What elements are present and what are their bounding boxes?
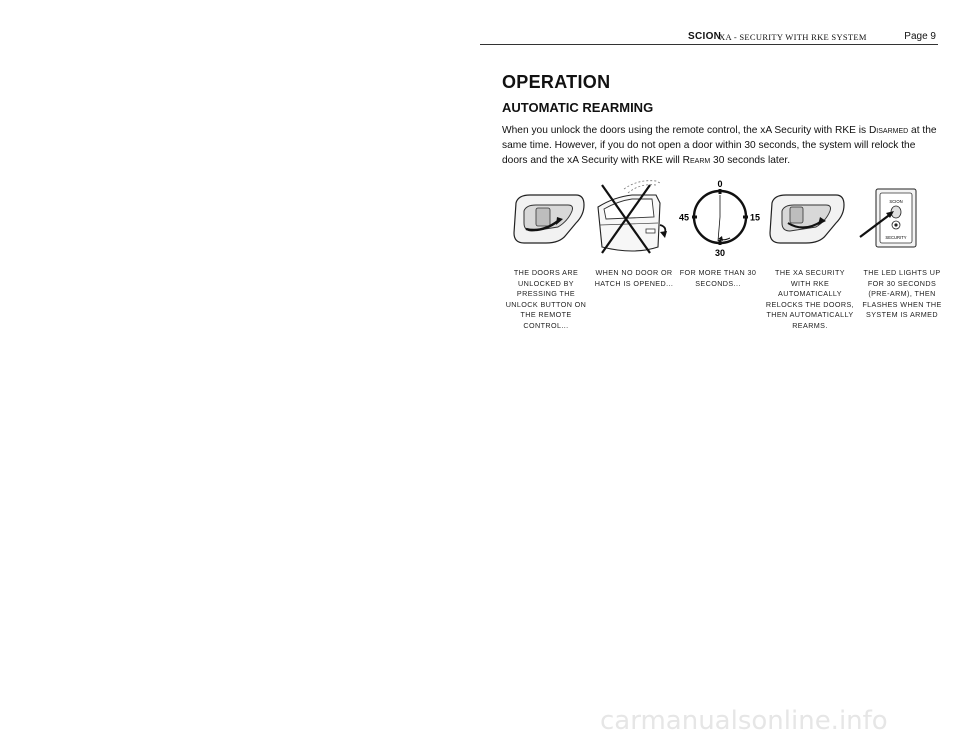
door-handle-unlock-illustration xyxy=(510,193,586,245)
paragraph-part-1: When you unlock the doors using the remote control, the xA Security with RKE is xyxy=(502,125,869,136)
header-brand: SCION xyxy=(688,31,722,42)
paragraph-part-2: at the same time. However, if you do not open a door within 30 seconds, the system will relock the doors and the xA Security with RKE will xyxy=(502,125,937,166)
led-panel-brand: SCION xyxy=(889,199,903,204)
caption-relock: THE XA SECURITY WITH RKE AUTOMATICALLY RELOCKS THE DOORS, THEN AUTOMATICALLY REARMS. xyxy=(765,268,855,330)
car-door-crossed-illustration xyxy=(594,177,672,257)
subsection-title: AUTOMATIC REARMING xyxy=(502,100,654,115)
body-paragraph xyxy=(502,123,942,168)
paragraph-part-3: 30 seconds later. xyxy=(710,155,791,166)
watermark: carmanualsonline.info xyxy=(600,706,888,736)
led-panel-label: SECURITY xyxy=(885,235,907,240)
section-title: OPERATION xyxy=(502,72,611,92)
caption-30-seconds: FOR MORE THAN 30 SECONDS... xyxy=(679,268,757,288)
clock-label-45: 45 xyxy=(679,212,690,223)
caption-led: THE LED LIGHTS UP FOR 30 SECONDS (PRE-ARM), THEN FLASHES WHEN THE SYSTEM IS ARMED xyxy=(862,268,942,319)
page-header xyxy=(480,30,938,45)
header-subtitle: XA - SECURITY WITH RKE SYSTEM xyxy=(719,32,867,42)
clock-label-0: 0 xyxy=(717,179,723,189)
disarmed-term: Disarmed xyxy=(868,125,909,136)
door-handle-relock-illustration xyxy=(766,193,846,245)
header-page-number: Page 9 xyxy=(904,31,936,42)
clock-label-30: 30 xyxy=(714,248,726,258)
led-panel-illustration xyxy=(856,187,930,251)
clock-label-15: 15 xyxy=(750,212,761,223)
timer-clock-illustration xyxy=(678,177,762,263)
illustration-row xyxy=(500,175,940,265)
caption-no-door: WHEN NO DOOR OR HATCH IS OPENED... xyxy=(594,268,674,288)
rearm-term: Rearm xyxy=(682,155,711,166)
caption-unlock: THE DOORS ARE UNLOCKED BY PRESSING THE UNLOCK BUTTON ON THE REMOTE CONTROL... xyxy=(505,268,587,330)
